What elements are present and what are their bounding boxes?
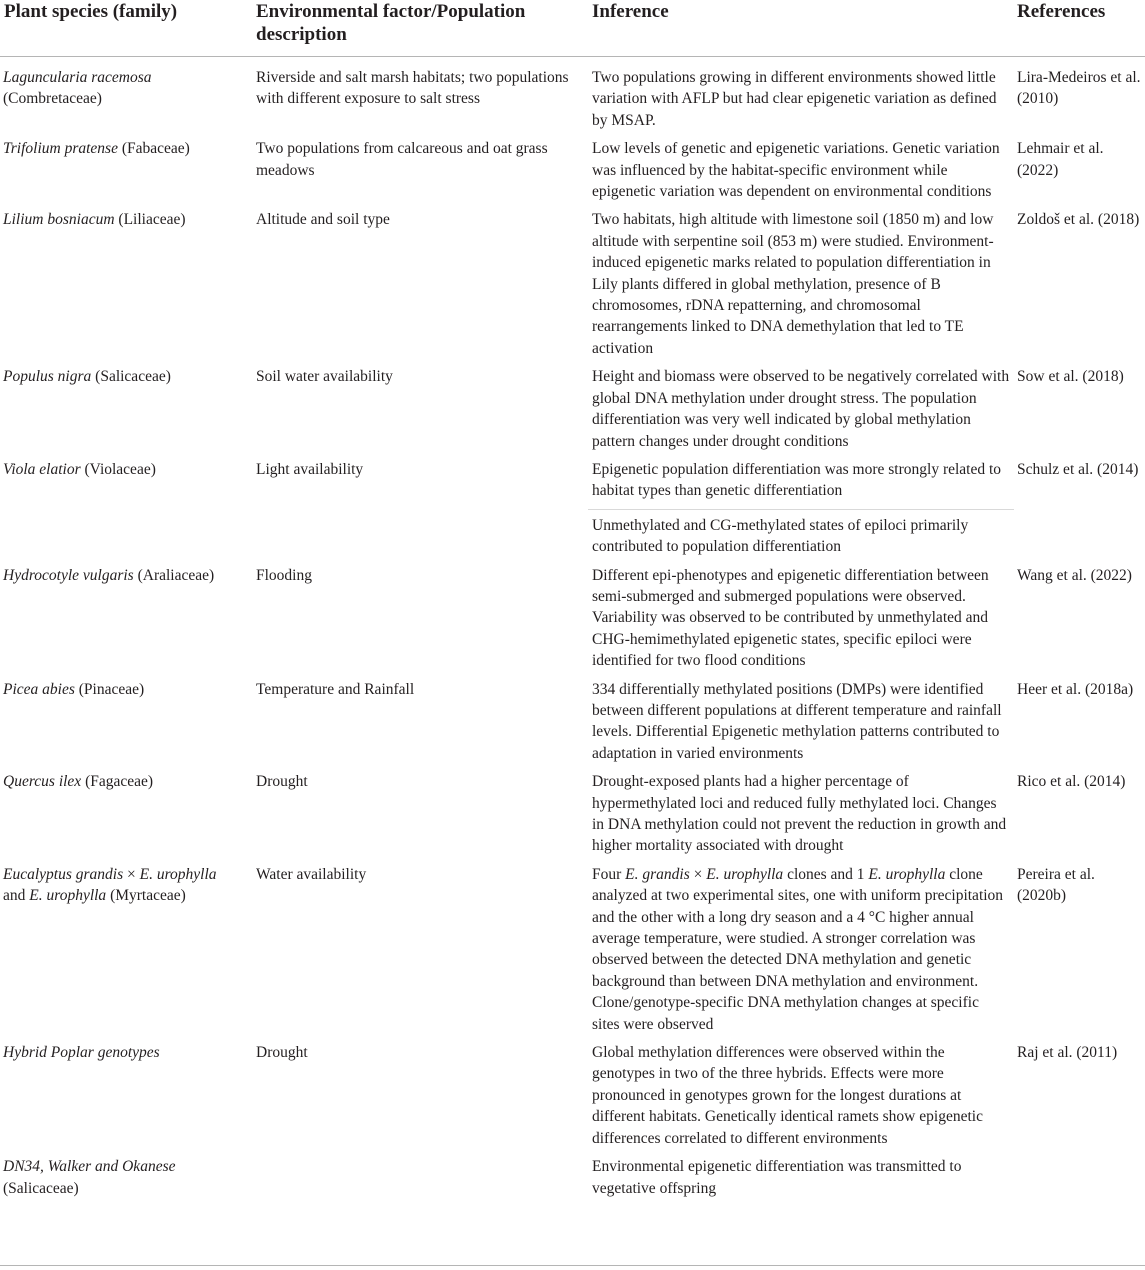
header-species: Plant species (family) bbox=[0, 0, 252, 57]
header-inference: Inference bbox=[588, 0, 1014, 57]
factor-cell: Water availability bbox=[256, 865, 367, 883]
species-name: Laguncularia racemosa bbox=[3, 69, 152, 86]
reference-cell: Lehmair et al. (2022) bbox=[1017, 140, 1104, 179]
table-row bbox=[0, 209, 1145, 366]
inference-cell: Four E. grandis × E. urophylla clones and 1 E. urophylla clone analyzed at two experimental sites, one with uniform precipitation and the other with a long dry season and a 4 °C higher annual average temperature, were studied. A stronger correlation was observed between the detected DNA methylation and genetic background than between DNA methylation and environment. Clone/genotype-specific DNA methylation changes at specific sites were observed bbox=[592, 865, 1004, 1033]
header-environmental-factor: Environmental factor/Population description bbox=[252, 0, 588, 57]
inference-cell: Low levels of genetic and epigenetic variations. Genetic variation was influenced by the habitat-specific environment while epigenetic variation was dependent on environmental conditions bbox=[592, 140, 1000, 201]
factor-cell: Drought bbox=[256, 773, 308, 791]
species-name: E. urophylla bbox=[139, 865, 217, 883]
table-row bbox=[0, 771, 1145, 864]
header-row bbox=[0, 0, 1145, 57]
family-name: (Pinaceae) bbox=[74, 680, 145, 698]
factor-cell: Two populations from calcareous and oat grass meadows bbox=[256, 140, 548, 179]
species-name: Quercus ilex bbox=[3, 773, 82, 791]
inference-cell: Epigenetic population differentiation was more strongly related to habitat types than genetic differentiation bbox=[592, 460, 1002, 500]
reference-cell: Pereira et al. (2020b) bbox=[1017, 865, 1095, 905]
table-row bbox=[0, 1042, 1145, 1156]
family-name: (Violaceae) bbox=[80, 460, 156, 478]
species-name: Hydrocotyle vulgaris bbox=[3, 566, 134, 584]
reference-cell: Lira-Medeiros et al. (2010) bbox=[1017, 69, 1141, 108]
factor-cell: Riverside and salt marsh habitats; two populations with different exposure to salt stress bbox=[256, 69, 569, 108]
species-name: Picea abies bbox=[3, 680, 75, 698]
factor-cell: Temperature and Rainfall bbox=[256, 680, 415, 698]
reference-cell: Raj et al. (2011) bbox=[1017, 1044, 1118, 1062]
table-row bbox=[0, 366, 1145, 459]
table-row bbox=[0, 57, 1145, 139]
family-name: (Liliaceae) bbox=[114, 211, 186, 229]
inference-cell: Global methylation differences were observed within the genotypes in two of the three hybrids. Effects were more pronounced in genotypes grown for the longest durations at different habitats. Genetically identical ramets show epigenetic differences correlated to different environments bbox=[592, 1044, 983, 1147]
reference-cell: Zoldoš et al. (2018) bbox=[1017, 211, 1140, 229]
inference-cell: Different epi-phenotypes and epigenetic differentiation between semi-submerged and submerged populations were observed. Variability was observed to be contributed by unmethylated and CHG-hemimethylated epigenetic states, specific epiloci were identified for two flood conditions bbox=[592, 566, 989, 670]
species-name: Lilium bosniacum bbox=[3, 211, 115, 229]
reference-cell: Heer et al. (2018a) bbox=[1017, 680, 1134, 698]
reference-cell: Wang et al. (2022) bbox=[1017, 566, 1132, 584]
species-cell bbox=[0, 565, 252, 679]
species-cell bbox=[0, 57, 252, 139]
species-name: Eucalyptus grandis bbox=[3, 865, 124, 883]
table-row bbox=[0, 679, 1145, 772]
factor-cell: Light availability bbox=[256, 460, 364, 478]
table-row bbox=[0, 138, 1145, 209]
family-name: (Araliaceae) bbox=[133, 566, 215, 584]
species-cell bbox=[0, 138, 252, 209]
inference-cell: Two populations growing in different environments showed little variation with AFLP but had clear epigenetic variation as defined by MSAP. bbox=[592, 69, 997, 129]
inference-cell: Two habitats, high altitude with limestone soil (1850 m) and low altitude with serpentine soil (853 m) were studied. Environment-induced epigenetic marks related to population differentiation in Lily plants differed in global methylation, presence of B chromosomes, rDNA repatterning, and chromosomal rearrangements linked to DNA demethylation that led to TE activation bbox=[592, 211, 994, 357]
species-cell bbox=[0, 459, 252, 509]
table-row bbox=[0, 565, 1145, 679]
table-row bbox=[0, 1156, 1145, 1206]
species-cell bbox=[0, 771, 252, 864]
family-name: (Salicaceae) bbox=[91, 368, 171, 386]
reference-cell bbox=[1014, 1156, 1145, 1206]
family-name: (Fagaceae) bbox=[81, 773, 154, 791]
factor-cell: Drought bbox=[256, 1044, 308, 1062]
species-cell bbox=[0, 679, 252, 772]
family-name: (Myrtaceae) bbox=[106, 887, 186, 905]
species-name: Hybrid Poplar genotypes bbox=[3, 1044, 160, 1062]
family-name: (Combretaceae) bbox=[3, 90, 102, 108]
inference-cell: Height and biomass were observed to be negatively correlated with global DNA methylation under drought stress. The population differentiation was very well indicated by global methylation pattern changes under drought conditions bbox=[592, 368, 1010, 450]
family-name: (Salicaceae) bbox=[3, 1179, 79, 1197]
species-cell bbox=[0, 1042, 252, 1156]
species-name: E. urophylla bbox=[29, 887, 107, 905]
inference-cell: Environmental epigenetic differentiation was transmitted to vegetative offspring bbox=[592, 1158, 962, 1197]
factor-cell: Flooding bbox=[256, 566, 312, 584]
species-cell: Eucalyptus grandis × E. urophylla and E. urophylla (Myrtaceae) bbox=[3, 865, 217, 905]
factor-cell: Altitude and soil type bbox=[256, 211, 390, 229]
reference-cell: Rico et al. (2014) bbox=[1017, 773, 1126, 791]
factor-cell bbox=[252, 1156, 588, 1206]
species-cell bbox=[0, 366, 252, 459]
species-cell bbox=[0, 209, 252, 366]
family-name: (Fabaceae) bbox=[117, 140, 190, 158]
inference-cell: Unmethylated and CG-methylated states of epiloci primarily contributed to population differentiation bbox=[588, 509, 1014, 564]
reference-cell: Sow et al. (2018) bbox=[1017, 368, 1124, 386]
species-name: Trifolium pratense bbox=[3, 140, 118, 158]
inference-cell: Drought-exposed plants had a higher percentage of hypermethylated loci and reduced fully methylated loci. Changes in DNA methylation could not prevent the reduction in growth and higher mortality associated with drought bbox=[592, 773, 1007, 855]
species-name: Populus nigra bbox=[3, 368, 92, 386]
factor-cell: Soil water availability bbox=[256, 368, 393, 386]
table-row-continuation bbox=[0, 509, 1145, 564]
bottom-rule bbox=[0, 1265, 1145, 1266]
reference-cell: Schulz et al. (2014) bbox=[1017, 460, 1139, 478]
inference-cell: 334 differentially methylated positions (DMPs) were identified between different populations at different temperature and rainfall levels. Differential Epigenetic methylation patterns contributed to adaptation in varied environments bbox=[592, 680, 1002, 762]
header-references: References bbox=[1014, 0, 1145, 57]
species-cell bbox=[0, 1156, 252, 1206]
species-name: DN34, Walker and Okanese bbox=[3, 1158, 176, 1176]
table-row bbox=[0, 864, 1145, 1042]
table-row bbox=[0, 459, 1145, 509]
species-name: Viola elatior bbox=[3, 460, 81, 478]
